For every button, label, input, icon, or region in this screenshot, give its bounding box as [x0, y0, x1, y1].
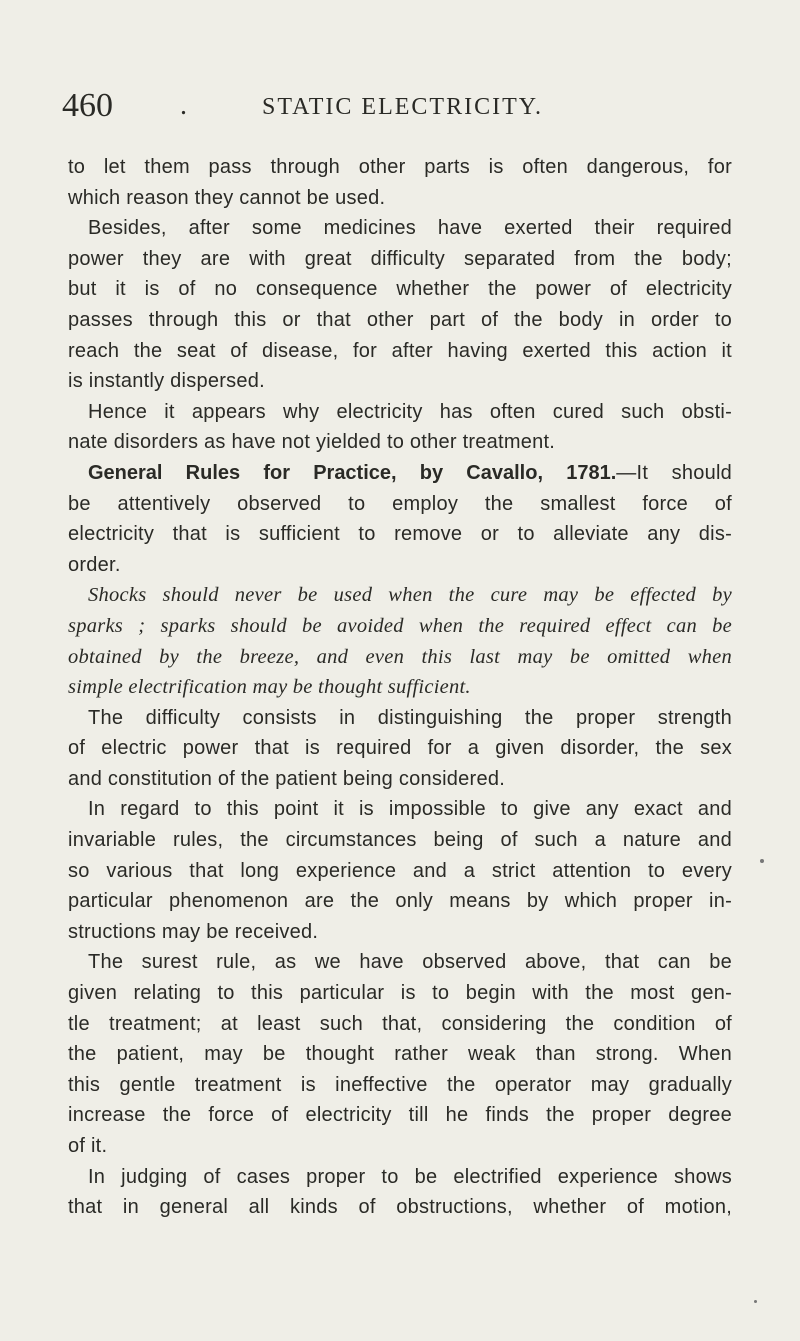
page-header	[62, 86, 762, 130]
running-title: STATIC ELECTRICITY.	[262, 94, 543, 120]
text-line: that in general all kinds of obstructions, whether of motion,	[68, 1196, 732, 1219]
text-line: The surest rule, as we have observed above, that can be	[88, 951, 732, 974]
text-line: In regard to this point it is impossible to give any exact and	[88, 798, 732, 821]
text-line: of it.	[68, 1135, 108, 1157]
body-text	[68, 152, 732, 1223]
text-line: the patient, may be thought rather weak than strong. When	[68, 1043, 732, 1066]
text-line: and constitution of the patient being considered.	[68, 767, 505, 790]
text-line: electricity that is sufficient to remove or to alleviate any dis-	[68, 523, 732, 546]
text-line: The difficulty consists in distinguishing the proper strength	[88, 706, 732, 729]
italic-line: simple electrification may be thought sufficient.	[68, 676, 471, 699]
text-line: structions may be received.	[68, 920, 319, 943]
text-line: to let them pass through other parts is often dangerous, for	[68, 156, 732, 178]
text-line: order.	[68, 553, 121, 576]
italic-line: sparks ; sparks should be avoided when the required effect can be	[68, 614, 732, 637]
text-line: is instantly dispersed.	[68, 370, 265, 393]
text-line: Hence it appears why electricity has often cured such obsti-	[88, 400, 732, 423]
header-separator: .	[180, 90, 187, 121]
section-heading: General Rules for Practice, by Cavallo, 1781.	[88, 461, 617, 484]
text-line: passes through this or that other part of the body in order to	[68, 308, 732, 331]
text-line: increase the force of electricity till he finds the proper degree	[68, 1104, 732, 1127]
italic-line: Shocks should never be used when the cure may be effected by	[88, 584, 732, 607]
text-line: In judging of cases proper to be electrified experience shows	[88, 1165, 732, 1188]
text-line: reach the seat of disease, for after having exerted this action it	[68, 339, 732, 362]
text-line: tle treatment; at least such that, considering the condition of	[68, 1012, 732, 1035]
section-heading-continuation: —It should	[616, 461, 733, 484]
text-line: which reason they cannot be used.	[68, 186, 386, 209]
page-speck	[754, 1300, 757, 1303]
text-line: power they are with great difficulty separated from the body;	[68, 247, 732, 270]
italic-line: obtained by the breeze, and even this last may be omitted when	[68, 645, 732, 668]
text-line: so various that long experience and a strict attention to every	[68, 859, 732, 882]
text-line: but it is of no consequence whether the power of electricity	[68, 278, 732, 301]
text-line: particular phenomenon are the only means by which proper in-	[68, 890, 732, 913]
page-speck	[760, 859, 764, 863]
text-line: nate disorders as have not yielded to other treatment.	[68, 431, 556, 454]
page-number: 460	[62, 87, 113, 124]
text-line: invariable rules, the circumstances being of such a nature and	[68, 829, 732, 852]
section-heading-line	[68, 458, 732, 489]
text-line: Besides, after some medicines have exerted their required	[88, 217, 732, 240]
text-line: of electric power that is required for a given disorder, the sex	[68, 737, 732, 760]
text-line: this gentle treatment is ineffective the operator may gradually	[68, 1073, 732, 1096]
text-line: be attentively observed to employ the smallest force of	[68, 492, 732, 515]
text-line: given relating to this particular is to begin with the most gen-	[68, 982, 732, 1005]
